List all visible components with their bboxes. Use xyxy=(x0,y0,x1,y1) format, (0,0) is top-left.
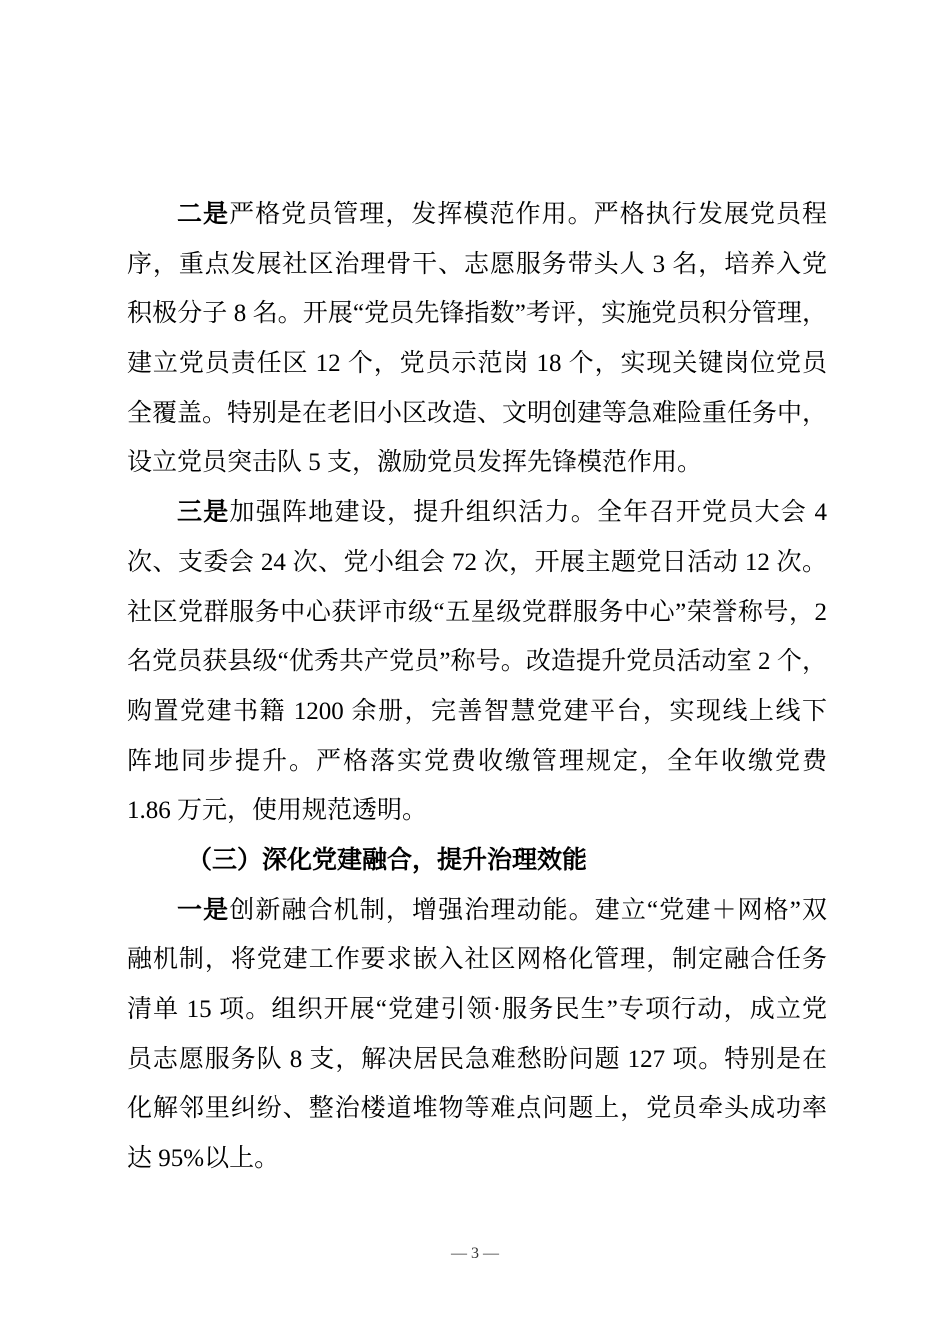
page-number: — 3 — xyxy=(451,1245,499,1262)
text-line: 化解邻里纠纷、整治楼道堆物等难点问题上，党员牵头成功率 xyxy=(127,1095,827,1123)
paragraph-lead: 二是 xyxy=(177,200,230,228)
text-line: 次、支委会 24 次、党小组会 72 次，开展主题党日活动 12 次。 xyxy=(127,548,827,576)
text-line: 购置党建书籍 1200 余册，完善智慧党建平台，实现线上线下 xyxy=(127,697,827,725)
text-line: 达 95%以上。 xyxy=(127,1145,280,1173)
document-body xyxy=(127,190,827,1184)
text-line: 积极分子 8 名。开展“党员先锋指数”考评，实施党员积分管理， xyxy=(127,300,827,328)
text-line: 清单 15 项。组织开展“党建引领·服务民生”专项行动，成立党 xyxy=(127,996,827,1023)
text-line: 1.86 万元，使用规范透明。 xyxy=(127,797,428,825)
paragraph-strict-member-management: 二是严格党员管理，发挥模范作用。严格执行发展党员程 序，重点发展社区治理骨干、志愿服务带头人 3 名，培养入党 积极分子 8 名。开展“党员先锋指数”考评，实施党员积分管理， 建立党员责任区 12 个，党员示范岗 18 个，实现关键岗位党员 全覆盖。特别是在老旧小区改造、文明创建等急难险重任务中， 设立党员突击队 5 支，激励党员发挥先锋模范作用。 xyxy=(127,190,827,488)
paragraph-lead: 三是 xyxy=(177,498,230,527)
text-line: 员志愿服务队 8 支，解决居民急难愁盼问题 127 项。特别是在 xyxy=(127,1045,827,1073)
text-line: 设立党员突击队 5 支，激励党员发挥先锋模范作用。 xyxy=(127,449,703,477)
text-line: 全覆盖。特别是在老旧小区改造、文明创建等急难险重任务中， xyxy=(127,399,828,427)
paragraph-integration-mechanism: 一是创新融合机制，增强治理动能。建立“党建＋网格”双 融机制，将党建工作要求嵌入社区网格化管理，制定融合任务 清单 15 项。组织开展“党建引领·服务民生”专项行动，成立党 员志愿服务队 8 支，解决居民急难愁盼问题 127 项。特别是在 化解邻里纠纷、整治楼道堆物等难点问题上，党员牵头成功率 达 95%以上。 xyxy=(127,886,827,1184)
text-line: 建立党员责任区 12 个，党员示范岗 18 个，实现关键岗位党员 xyxy=(127,350,827,378)
paragraph-position-building: 三是加强阵地建设，提升组织活力。全年召开党员大会 4 次、支委会 24 次、党小组会 72 次，开展主题党日活动 12 次。 社区党群服务中心获评市级“五星级党群服务中心”荣誉称号，2 名党员获县级“优秀共产党员”称号。改造提升党员活动室 2 个， 购置党建书籍 1200 余册，完善智慧党建平台，实现线上线下 阵地同步提升。严格落实党费收缴管理规定，全年收缴党费 1.86 万元，使用规范透明。 xyxy=(127,488,827,836)
text-line: 阵地同步提升。严格落实党费收缴管理规定，全年收缴党费 xyxy=(127,747,827,775)
section-heading: （三）深化党建融合，提升治理效能 xyxy=(187,845,588,874)
text-line: 融机制，将党建工作要求嵌入社区网格化管理，制定融合任务 xyxy=(127,946,827,974)
paragraph-lead: 一是 xyxy=(177,895,230,924)
text-line: 序，重点发展社区治理骨干、志愿服务带头人 3 名，培养入党 xyxy=(127,250,827,278)
text-line: 名党员获县级“优秀共产党员”称号。改造提升党员活动室 2 个， xyxy=(127,648,827,676)
text-line: 社区党群服务中心获评市级“五星级党群服务中心”荣誉称号，2 xyxy=(127,598,827,626)
